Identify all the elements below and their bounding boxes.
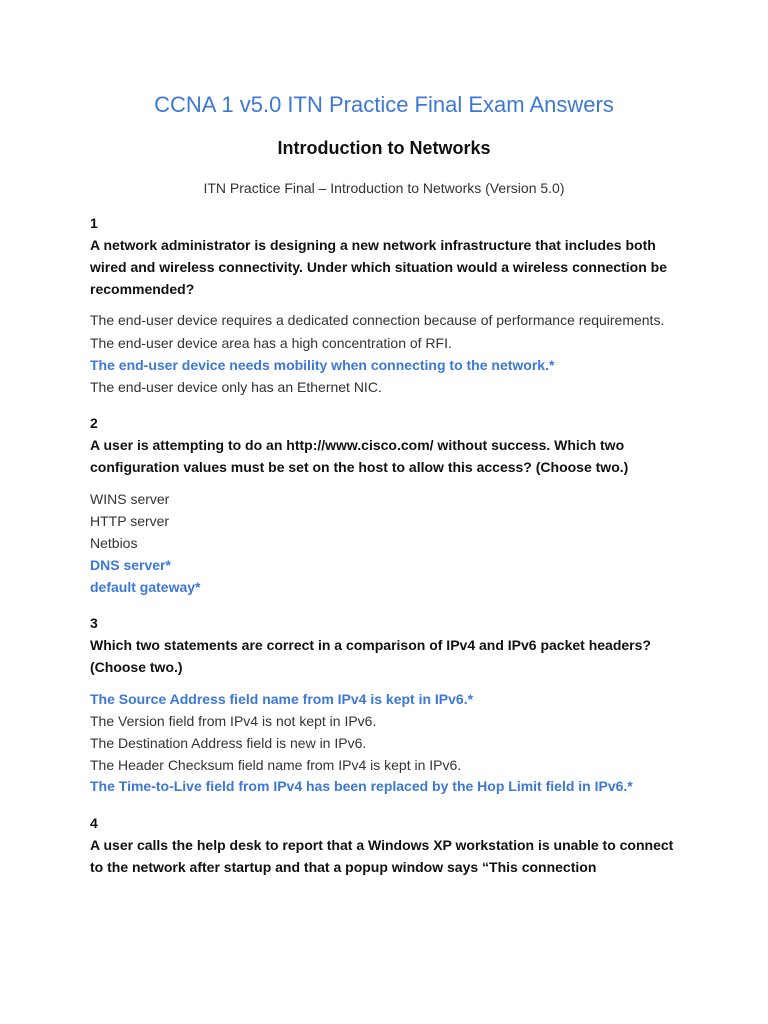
answer-option: HTTP server bbox=[90, 513, 170, 529]
correct-answer-option: The Source Address field name from IPv4 is kept in IPv6.* bbox=[90, 691, 474, 707]
answer-option: The end-user device area has a high concentration of RFI. bbox=[90, 335, 452, 351]
question-block bbox=[90, 812, 678, 878]
question-number: 3 bbox=[90, 615, 98, 631]
answer-option: Netbios bbox=[90, 535, 138, 551]
question-text: A user is attempting to do an http://www.cisco.com/ without success. Which two configuration values must be set on the host to allow this access? (Choose two.) bbox=[90, 437, 629, 475]
question-number: 1 bbox=[90, 215, 98, 231]
document-intro: ITN Practice Final – Introduction to Networks (Version 5.0) bbox=[203, 180, 565, 196]
answer-options bbox=[90, 488, 678, 598]
correct-answer-option: DNS server* bbox=[90, 557, 171, 573]
document-title: CCNA 1 v5.0 ITN Practice Final Exam Answers bbox=[154, 92, 614, 117]
question-list bbox=[90, 212, 678, 878]
answer-option: The Destination Address field is new in IPv6. bbox=[90, 735, 367, 751]
answer-option: The end-user device only has an Ethernet NIC. bbox=[90, 379, 382, 395]
answer-option: WINS server bbox=[90, 491, 170, 507]
correct-answer-option: The end-user device needs mobility when connecting to the network.* bbox=[90, 357, 555, 373]
answer-option: The Header Checksum field name from IPv4 is kept in IPv6. bbox=[90, 757, 462, 773]
question-block bbox=[90, 612, 678, 798]
answer-options bbox=[90, 310, 678, 398]
answer-option: The end-user device requires a dedicated connection because of performance requirements. bbox=[90, 312, 665, 328]
answer-option: The Version field from IPv4 is not kept in IPv6. bbox=[90, 713, 377, 729]
question-block bbox=[90, 212, 678, 398]
question-text: Which two statements are correct in a comparison of IPv4 and IPv6 packet headers? (Choose two.) bbox=[90, 637, 651, 675]
answer-options bbox=[90, 688, 678, 798]
question-block bbox=[90, 412, 678, 598]
question-number: 2 bbox=[90, 415, 98, 431]
document-subtitle: Introduction to Networks bbox=[277, 138, 491, 158]
correct-answer-option: The Time-to-Live field from IPv4 has been replaced by the Hop Limit field in IPv6.* bbox=[90, 778, 633, 794]
question-text: A network administrator is designing a new network infrastructure that includes both wired and wireless connectivity. Under which situation would a wireless connection be recommended? bbox=[90, 237, 667, 297]
question-number: 4 bbox=[90, 815, 98, 831]
question-text: A user calls the help desk to report that a Windows XP workstation is unable to connect to the network after startup and that a popup window says “This connection bbox=[90, 837, 674, 875]
correct-answer-option: default gateway* bbox=[90, 579, 201, 595]
